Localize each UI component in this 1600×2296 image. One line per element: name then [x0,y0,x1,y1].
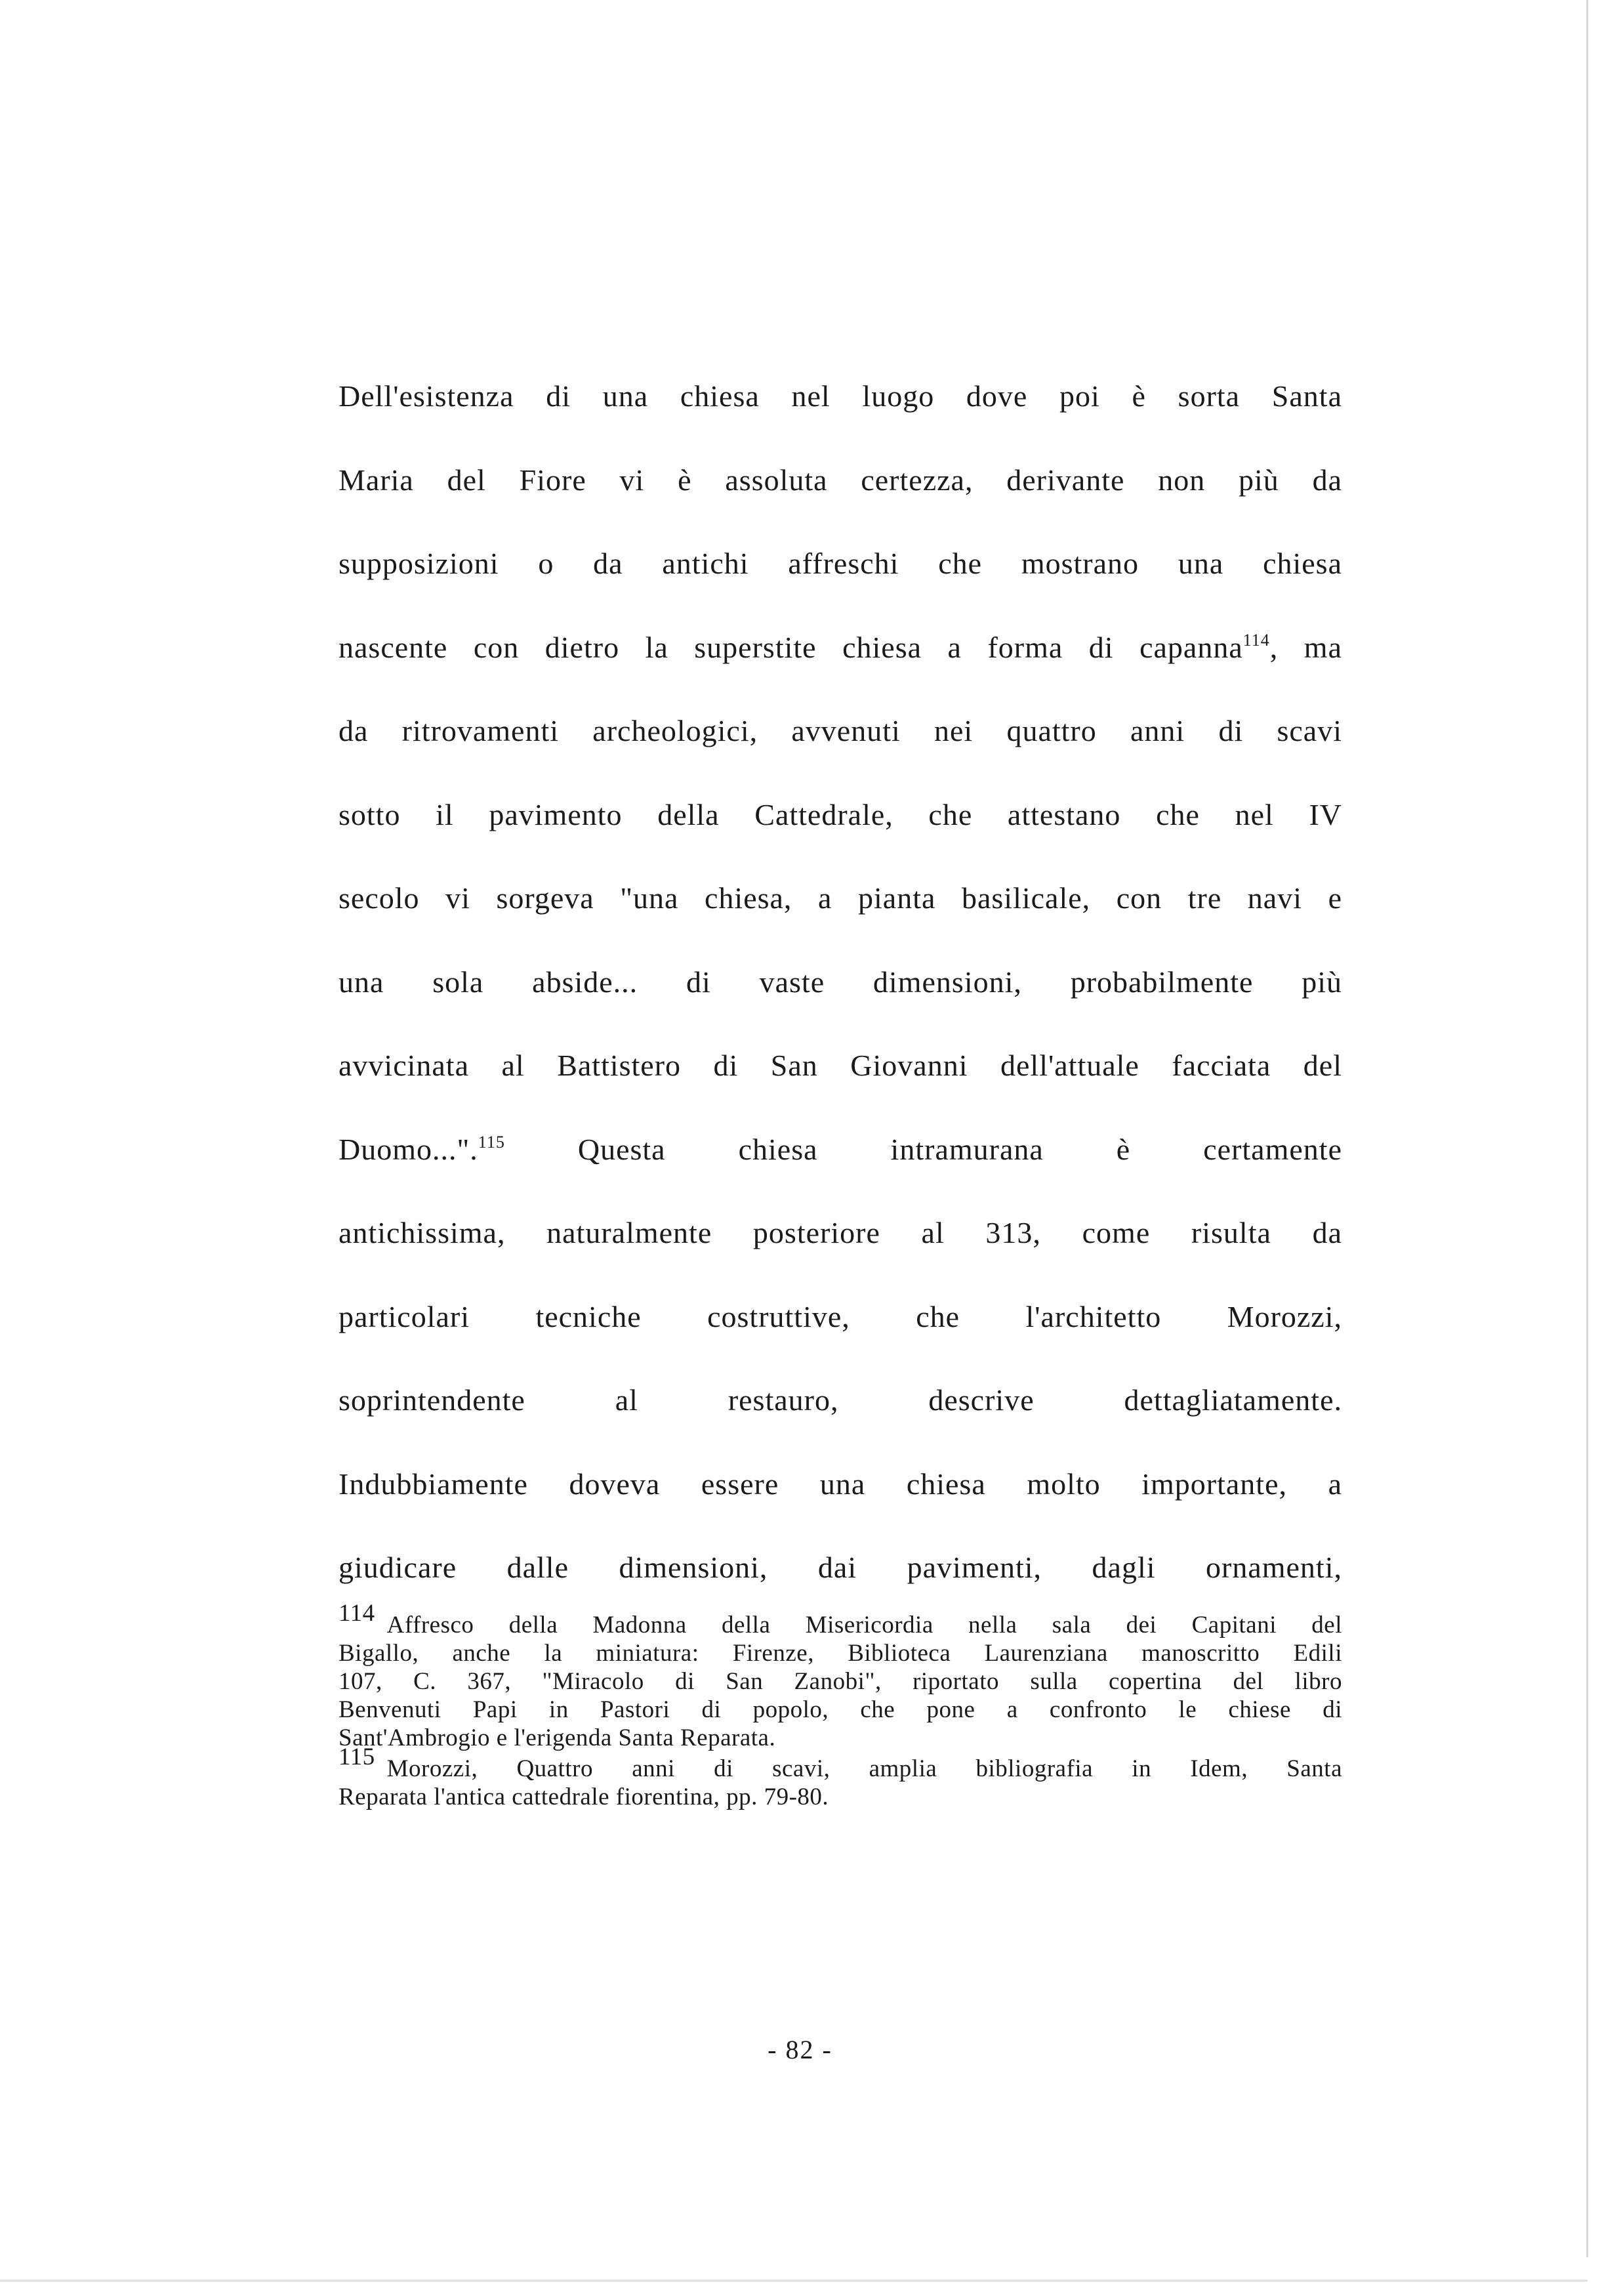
text-line: Maria del Fiore vi è assoluta certezza, derivante non più da [338,463,1342,497]
footnote-line: 107, C. 367, "Miracolo di San Zanobi", riportato sulla copertina del libro [338,1668,1342,1695]
text-line: supposizioni o da antichi affreschi che mostrano una chiesa [338,547,1342,580]
footnote-line: Benvenuti Papi in Pastori di popolo, che pone a confronto le chiese di [338,1696,1342,1723]
text-fragment: nascente con dietro la superstite chiesa a forma di capanna [338,630,1243,664]
footnote-line: Bigallo, anche la miniatura: Firenze, Biblioteca Laurenziana manoscritto Edili [338,1640,1342,1667]
text-line: sotto il pavimento della Cattedrale, che attestano che nel IV [338,797,1342,831]
text-line: particolari tecniche costruttive, che l'architetto Morozzi, [338,1299,1342,1333]
footnote-number: 114 [338,1600,375,1627]
page-edge-bottom [0,2280,1588,2282]
body-paragraph [338,354,1342,1610]
text-fragment: Questa chiesa intramurana è certamente [504,1132,1342,1166]
footnotes [338,1600,1342,1814]
footnote-line: Sant'Ambrogio e l'erigenda Santa Reparata. [338,1724,776,1751]
footnote-ref-114[interactable]: 114 [1242,630,1270,650]
page-edge [1586,0,1588,2257]
text-line: avvicinata al Battistero di San Giovanni dell'attuale facciata del [338,1049,1342,1082]
footnote-114 [338,1600,1342,1752]
text-line: una sola abside... di vaste dimensioni, probabilmente più [338,965,1342,999]
text-line: antichissima, naturalmente posteriore al 313, come risulta da [338,1216,1342,1249]
text-line: giudicare dalle dimensioni, dai pavimenti, dagli ornamenti, [338,1551,1342,1584]
page-number: - 82 - [768,2035,832,2064]
footnote-ref-115[interactable]: 115 [478,1132,505,1152]
footnote-line [338,1743,1342,1783]
footnote-line [338,1600,1342,1639]
text-line [338,1108,1342,1192]
text-line: Indubbiamente doveva essere una chiesa molto importante, a [338,1467,1342,1501]
text-fragment: , ma [1269,630,1343,664]
footnote-115 [338,1743,1342,1811]
text-fragment: Duomo...". [338,1132,478,1166]
text-line: soprintendente al restauro, descrive dettagliatamente. [338,1383,1342,1417]
footnote-text: Morozzi, Quattro anni di scavi, amplia bibliografia in Idem, Santa [386,1755,1342,1782]
text-line [338,606,1342,690]
text-line: Dell'esistenza di una chiesa nel luogo dove poi è sorta Santa [338,379,1342,413]
text-line: da ritrovamenti archeologici, avvenuti nei quattro anni di scavi [338,714,1342,747]
footnote-number: 115 [338,1743,375,1770]
footnote-text: Affresco della Madonna della Misericordia nella sala dei Capitani del [386,1612,1342,1639]
footnote-line: Reparata l'antica cattedrale fiorentina, pp. 79-80. [338,1784,829,1810]
text-line: secolo vi sorgeva "una chiesa, a pianta basilicale, con tre navi e [338,881,1342,915]
